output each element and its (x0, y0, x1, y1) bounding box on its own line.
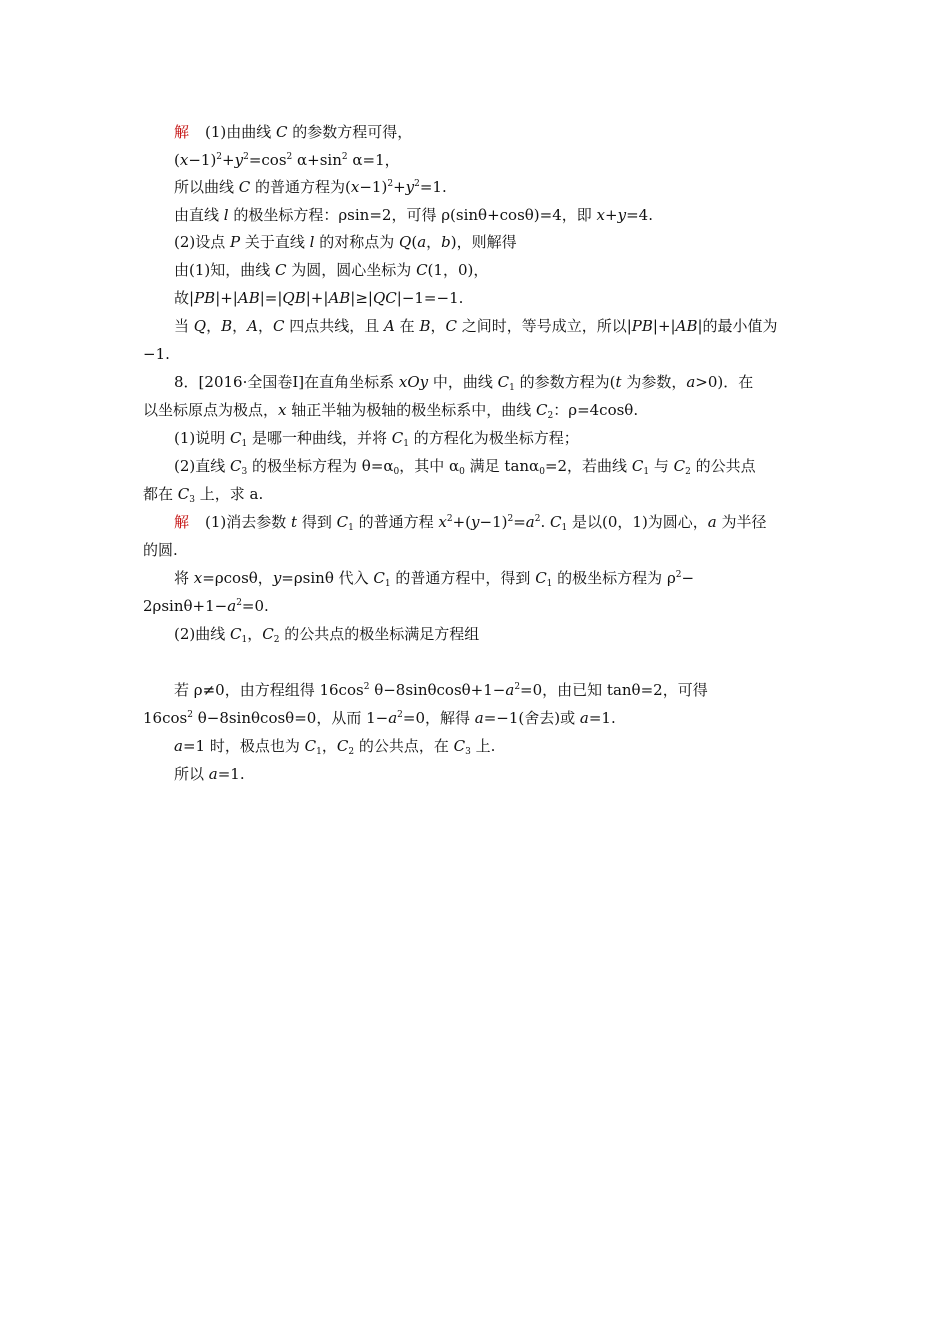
solution-label: 解 (174, 123, 190, 141)
subscript: 2 (685, 467, 691, 477)
text-run: 上. (470, 737, 496, 755)
text-run: θ−8sinθcosθ=0，从而 1− (192, 709, 389, 727)
superscript: 2 (507, 514, 514, 524)
text-run: =4. (626, 206, 653, 224)
text-run: 关于直线 (240, 233, 310, 251)
text-run: =1. (217, 765, 245, 783)
math-variable: a (686, 373, 696, 391)
math-variable: x (438, 513, 447, 531)
math-variable: C (336, 513, 349, 531)
text-run: 若 ρ≠0，由方程组得 16cos (174, 681, 364, 699)
text-run: ， (430, 317, 446, 335)
text-run: |+| (305, 289, 329, 307)
text-line (174, 624, 479, 644)
math-variable: B (419, 317, 431, 335)
text-run: (1)由曲线 (205, 123, 277, 141)
superscript: 2 (236, 598, 242, 608)
text-run: α+sin (292, 151, 342, 169)
math-variable: x (179, 151, 189, 169)
text-run: =0，由已知 tanθ=2，可得 (520, 681, 708, 699)
text-line (174, 736, 495, 756)
text-run: 的普通方程 (353, 513, 439, 531)
text-run: |+| (215, 289, 238, 307)
math-variable: y (405, 178, 415, 196)
math-variable: a (208, 765, 218, 783)
text-run: )，则解得 (450, 233, 517, 251)
math-variable: a (707, 513, 717, 531)
text-run: 为圆，圆心坐标为 (286, 261, 417, 279)
math-variable: AB (328, 289, 351, 307)
math-variable: C (262, 625, 274, 643)
math-variable: y (234, 151, 244, 169)
text-run: 的圆. (143, 541, 178, 559)
subscript: 1 (546, 579, 553, 589)
text-run: (2)设点 (174, 233, 231, 251)
superscript: 2 (243, 152, 249, 162)
text-run: 上，求 a. (195, 485, 264, 503)
text-run: =−1(舍去)或 (483, 709, 580, 727)
subscript: 1 (403, 439, 410, 449)
text-line (174, 680, 708, 700)
text-run: ，其中 α (399, 457, 460, 475)
subscript: 2 (273, 635, 280, 645)
math-variable: y (471, 513, 480, 531)
text-run: 的极坐标方程为 θ=α (247, 457, 394, 475)
math-variable: b (441, 233, 451, 251)
superscript: 2 (675, 570, 682, 580)
text-run: (1，0)， (427, 261, 489, 279)
text-run: 为参数， (621, 373, 687, 391)
text-line (174, 232, 517, 252)
math-variable: t (291, 513, 298, 531)
text-run: ， (206, 317, 222, 335)
math-variable: C (336, 737, 349, 755)
subscript: 1 (241, 439, 248, 449)
math-variable: A (384, 317, 395, 335)
math-variable: C (550, 513, 562, 531)
text-run: =ρcosθ， (202, 569, 273, 587)
text-run: −1. (143, 345, 170, 363)
text-run: (2)曲线 (174, 625, 231, 643)
text-run: θ−8sinθcosθ+1− (369, 681, 506, 699)
superscript: 2 (216, 152, 223, 162)
math-variable: a (474, 709, 484, 727)
text-line (143, 484, 263, 504)
math-variable: QC (372, 289, 397, 307)
subscript: 1 (384, 579, 391, 589)
text-run: 是以(0，1)为圆心， (567, 513, 708, 531)
superscript: 2 (187, 710, 193, 720)
math-variable: P (230, 233, 241, 251)
text-run: 的参数方程为( (514, 373, 616, 391)
text-run: . (540, 513, 551, 531)
math-variable: l (309, 233, 315, 251)
math-variable: C (177, 485, 190, 503)
text-run: 故| (174, 289, 195, 307)
text-run: =ρsinθ 代入 (281, 569, 374, 587)
text-run: ( (411, 233, 418, 251)
math-variable: AB (237, 289, 260, 307)
math-variable: AB (675, 317, 698, 335)
text-line (143, 400, 638, 420)
subscript: 2 (348, 747, 355, 757)
text-run: >0)．在 (695, 373, 754, 391)
text-run: ：ρ=4cosθ. (553, 401, 639, 419)
text-line (143, 708, 616, 728)
subscript: 3 (241, 467, 248, 477)
superscript: 2 (414, 179, 420, 189)
text-line (174, 177, 447, 197)
text-run: −1) (188, 151, 217, 169)
text-line (143, 540, 178, 560)
superscript: 2 (446, 514, 453, 524)
text-run: (1)说明 (174, 429, 231, 447)
math-variable: C (536, 401, 548, 419)
text-run: + (605, 206, 618, 224)
text-run: ， (232, 317, 248, 335)
math-variable: C (391, 429, 404, 447)
subscript: 1 (316, 747, 322, 757)
subscript: 0 (393, 467, 400, 477)
subscript: 1 (241, 635, 248, 645)
text-run: ， (426, 233, 442, 251)
math-variable: a (579, 709, 589, 727)
math-variable: Q (399, 233, 412, 251)
text-line (174, 372, 753, 392)
text-run: − (681, 569, 695, 587)
text-run: 2ρsinθ+1− (143, 597, 228, 615)
math-variable: C (535, 569, 547, 587)
math-variable: xOy (398, 373, 429, 391)
math-variable: C (276, 123, 288, 141)
math-variable: a (174, 737, 183, 755)
math-variable: a (227, 597, 237, 615)
text-run: 之间时，等号成立，所以| (456, 317, 632, 335)
text-run: + (393, 178, 406, 196)
text-run: 将 (174, 569, 194, 587)
text-line (174, 764, 245, 784)
text-run: =2，若曲线 (544, 457, 632, 475)
text-run: −1) (359, 178, 388, 196)
math-variable: C (273, 317, 285, 335)
math-variable: x (278, 401, 287, 419)
superscript: 2 (341, 152, 348, 162)
math-variable: x (193, 569, 203, 587)
superscript: 2 (387, 179, 394, 189)
math-variable: y (272, 569, 282, 587)
math-variable: C (230, 625, 242, 643)
text-run: 的普通方程中，得到 (390, 569, 536, 587)
text-run: 8．[2016·全国卷Ⅰ]在直角坐标系 (174, 373, 399, 391)
text-run: 都在 (143, 485, 178, 503)
text-run: ， (247, 625, 263, 643)
text-run: 当 (174, 317, 194, 335)
subscript: 1 (643, 467, 650, 477)
text-run: 四点共线，且 (284, 317, 385, 335)
text-run: 的公共点，在 (354, 737, 454, 755)
text-run: 由直线 (174, 206, 224, 224)
text-line (174, 122, 412, 142)
text-run: 的参数方程可得， (287, 123, 413, 141)
text-run: 所以曲线 (174, 178, 239, 196)
math-variable: C (238, 178, 251, 196)
math-variable: C (373, 569, 385, 587)
text-run: 的极坐标方程为 ρ (552, 569, 676, 587)
text-line (174, 512, 767, 532)
text-run: 由(1)知，曲线 (174, 261, 276, 279)
subscript: 0 (539, 467, 545, 477)
math-variable: a (505, 681, 515, 699)
superscript: 2 (363, 682, 370, 692)
subscript: 3 (189, 495, 195, 505)
text-run: =1. (588, 709, 616, 727)
superscript: 2 (534, 514, 541, 524)
text-line (174, 428, 579, 448)
math-variable: Q (193, 317, 207, 335)
text-run: 的普通方程为( (250, 178, 351, 196)
text-run: + (222, 151, 235, 169)
text-run: 所以 (174, 765, 209, 783)
text-run: |的最小值为 (697, 317, 778, 335)
text-run: |−1=−1. (396, 289, 464, 307)
text-run: |=| (259, 289, 283, 307)
text-run: =1 时，极点也为 (182, 737, 305, 755)
text-line (174, 260, 488, 280)
text-run: ， (258, 317, 274, 335)
math-variable: PB (631, 317, 653, 335)
math-variable: x (350, 178, 360, 196)
text-run: ( (174, 151, 180, 169)
text-run: 为半径 (716, 513, 767, 531)
text-run: 是哪一种曲线，并将 (247, 429, 392, 447)
superscript: 2 (397, 710, 403, 720)
text-line (174, 288, 463, 308)
math-variable: C (445, 317, 457, 335)
text-run: 中，曲线 (428, 373, 498, 391)
text-run: 得到 (297, 513, 337, 531)
text-run: 的对称点为 (314, 233, 400, 251)
text-run: 16cos (143, 709, 188, 727)
math-variable: y (617, 206, 627, 224)
math-variable: QB (282, 289, 306, 307)
math-variable: C (631, 457, 644, 475)
math-variable: a (388, 709, 398, 727)
text-run: =1. (419, 178, 447, 196)
math-variable: a (417, 233, 427, 251)
text-run: |≥| (350, 289, 373, 307)
text-run: |+| (652, 317, 676, 335)
subscript: 0 (459, 467, 465, 477)
subscript: 1 (348, 523, 354, 533)
text-run: =cos (248, 151, 287, 169)
text-run: −1) (479, 513, 508, 531)
solution-label: 解 (174, 513, 190, 531)
text-run: 以坐标原点为极点， (143, 401, 279, 419)
text-line (174, 316, 778, 336)
text-run: 与 (649, 457, 674, 475)
subscript: 1 (509, 383, 515, 393)
math-variable: A (247, 317, 258, 335)
text-run: 的公共点 (690, 457, 756, 475)
text-run: 轴正半轴为极轴的极坐标系中，曲线 (286, 401, 537, 419)
text-line (143, 596, 269, 616)
text-run: =0，解得 (402, 709, 475, 727)
text-run: =0. (241, 597, 269, 615)
superscript: 2 (286, 152, 293, 162)
math-variable: C (673, 457, 686, 475)
math-variable: C (275, 261, 287, 279)
math-variable: C (230, 457, 242, 475)
text-run: 在 (394, 317, 420, 335)
text-run: 满足 tanα (464, 457, 540, 475)
text-run: 的方程化为极坐标方程； (409, 429, 579, 447)
text-line (174, 456, 756, 476)
math-variable: C (497, 373, 510, 391)
text-run: +( (452, 513, 472, 531)
text-line (143, 344, 170, 364)
text-line (174, 205, 653, 225)
math-variable: B (221, 317, 233, 335)
math-variable: C (453, 737, 466, 755)
text-run: 的极坐标方程：ρsin=2，可得 ρ(sinθ+cosθ)=4，即 (228, 206, 597, 224)
text-run: (1)消去参数 (205, 513, 292, 531)
math-variable: x (596, 206, 606, 224)
text-run: α=1， (347, 151, 400, 169)
text-run: ， (321, 737, 337, 755)
subscript: 2 (547, 411, 554, 421)
math-variable: C (304, 737, 317, 755)
math-variable: PB (194, 289, 216, 307)
text-run: 的公共点的极坐标满足方程组 (279, 625, 480, 643)
subscript: 3 (465, 747, 471, 757)
text-line (174, 568, 694, 588)
math-variable: a (525, 513, 535, 531)
math-variable: C (230, 429, 242, 447)
math-variable: t (615, 373, 622, 391)
superscript: 2 (514, 682, 521, 692)
math-variable: l (223, 206, 229, 224)
text-line (174, 150, 400, 170)
math-variable: C (416, 261, 428, 279)
text-run: (2)直线 (174, 457, 231, 475)
text-run: = (513, 513, 526, 531)
subscript: 1 (561, 523, 568, 533)
